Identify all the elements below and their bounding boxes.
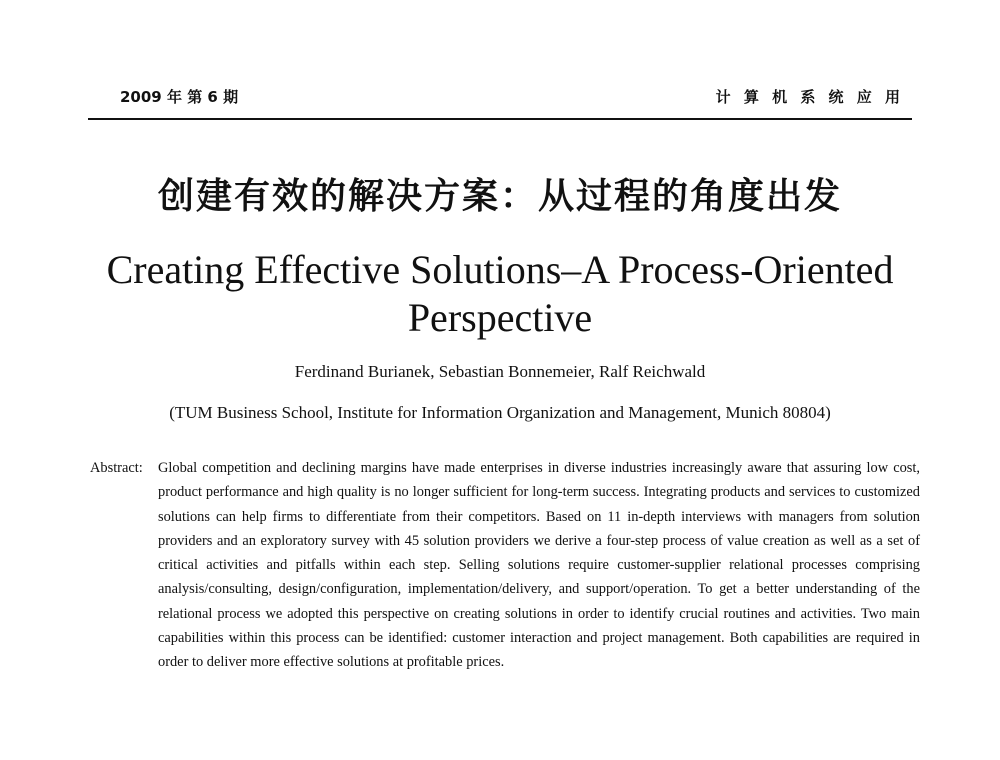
english-title-line-2: Perspective bbox=[407, 295, 593, 340]
journal-issue: 2009 年 第 6 期 bbox=[120, 88, 239, 106]
abstract bbox=[90, 456, 920, 675]
abstract-text: Global competition and declining margins have made enterprises in diverse industries increasingly aware that assuring low cost, product performance and high quality is no longer sufficient for long-term success. Integrating products and services to customized solutions can help firms to differentiate from their competitors. Based on 11 in-depth interviews with managers from solution providers and an exploratory survey with 45 solution providers we derive a four-step process of value creation as well as a set of critical activities and pitfalls within each step. Selling solutions require customer-supplier relational processes comprising analysis/consulting, design/configuration, implementation/delivery, and support/operation. To get a better understanding of the relational process we adopted this perspective on creating solutions in order to identify crucial routines and activities. Two main capabilities within this process can be identified: customer interaction and project management. Both capabilities are required in order to deliver more effective solutions at profitable prices. bbox=[158, 460, 920, 671]
english-title bbox=[60, 246, 940, 342]
affiliation: (TUM Business School, Institute for Information Organization and Management, Munich 80804) bbox=[169, 403, 831, 422]
journal-name: 计 算 机 系 统 应 用 bbox=[715, 88, 904, 106]
abstract-label: Abstract: bbox=[90, 460, 143, 476]
authors: Ferdinand Burianek, Sebastian Bonnemeier, Ralf Reichwald bbox=[294, 362, 706, 381]
running-header bbox=[88, 86, 912, 110]
english-title-line-1: Creating Effective Solutions–A Process-Oriented bbox=[106, 247, 894, 292]
chinese-title: 创建有效的解决方案：从过程的角度出发 bbox=[157, 176, 842, 217]
header-rule bbox=[88, 118, 912, 120]
